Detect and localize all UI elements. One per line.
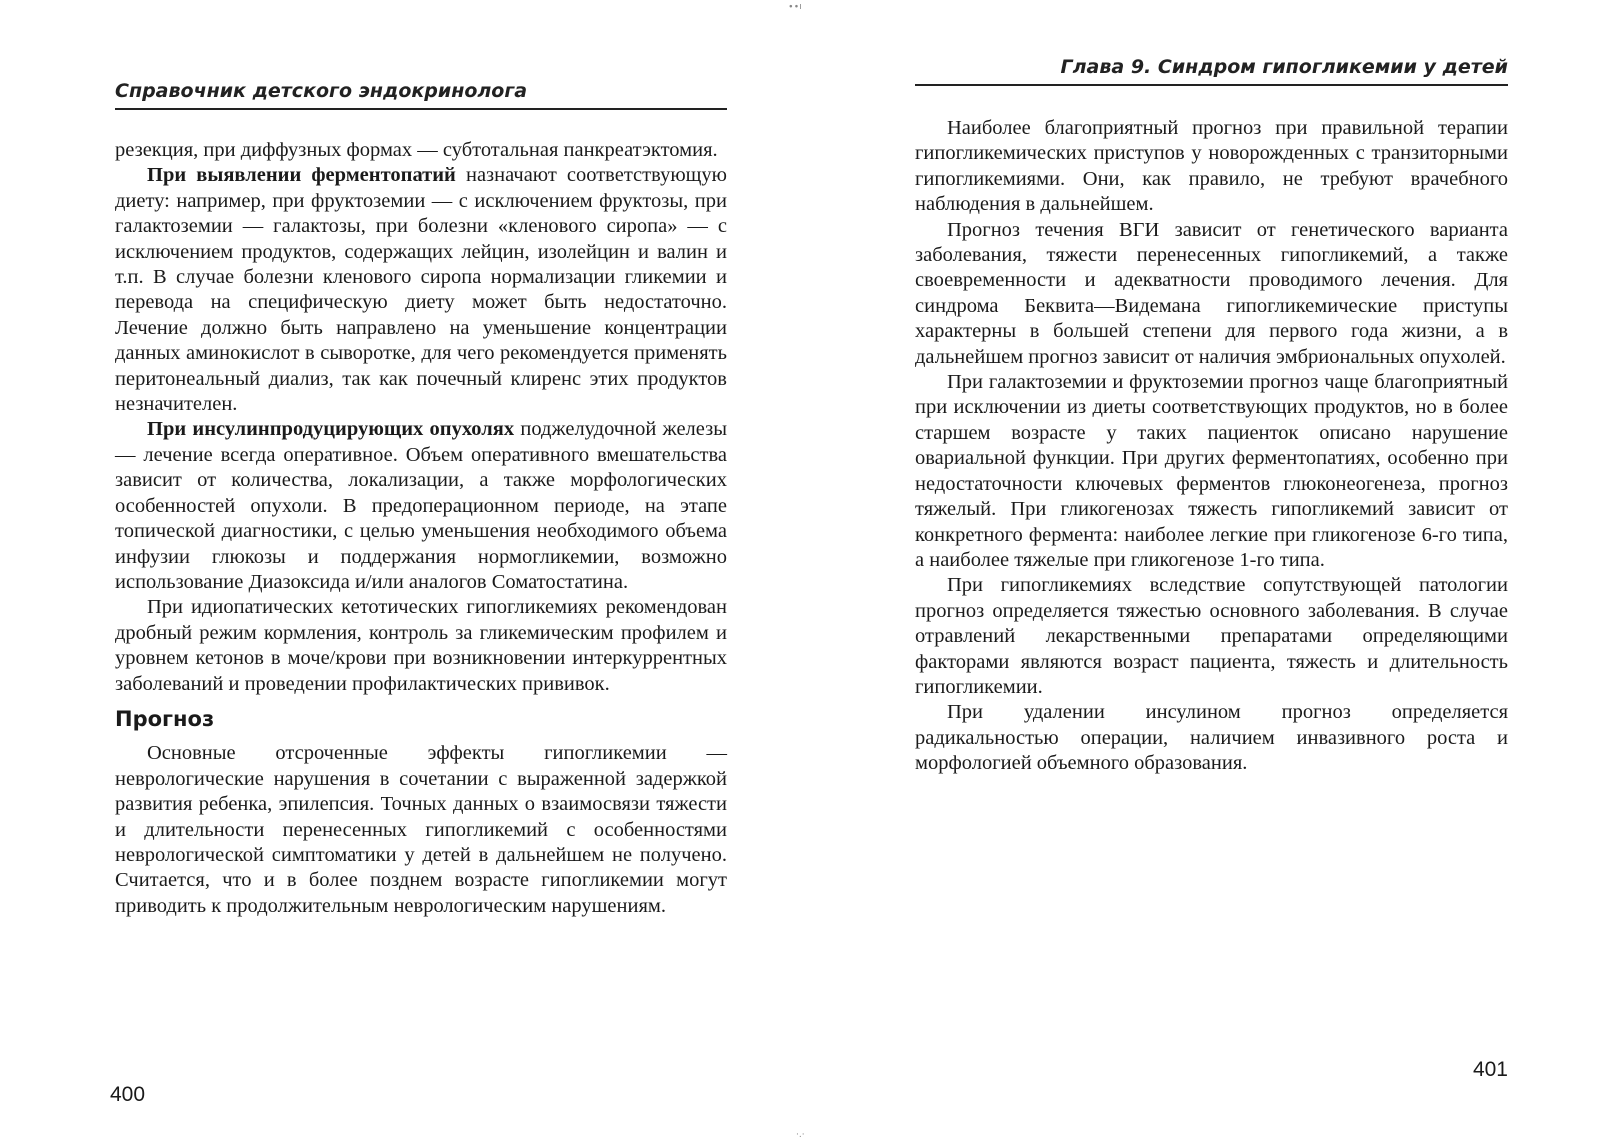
left-header-rule [115, 108, 727, 110]
left-running-head: Справочник детского эндокринолога [115, 80, 528, 102]
right-paragraph-5: При удалении инсулином прогноз определяется радикальностью операции, наличием инвазивного роста и морфологией объемного образования. [915, 701, 1508, 775]
left-paragraph-2-lead: При выявлении ферментопатий [147, 164, 456, 187]
right-paragraph-2: Прогноз течения ВГИ зависит от генетического варианта заболевания, тяжести перенесенных гипогликемий, а также своевременности и адекватности проводимого лечения. Для синдрома Беквита—Видемана гипогликемические приступы характерны в большей степени для первого года жизни, а в дальнейшем прогноз зависит от наличия эмбриональных опухолей. [915, 218, 1508, 368]
right-paragraph-3: При галактоземии и фруктоземии прогноз чаще благоприятный при исключении из диеты соответствующих продуктов, но в более старшем возрасте у таких пациенток описано нарушение овариальной функции. При других ферментопатиях, особенно при недостаточности ключевых ферментов глюконеогенеза, прогноз тяжелый. При гликогенозах тяжесть гипогликемий зависит от конкретного фермента: наиболее легкие при гликогенозе 6-го типа, а наиболее тяжелые при гликогенозе 1-го типа. [915, 371, 1508, 571]
left-paragraph-5: Основные отсроченные эффекты гипогликемии — неврологические нарушения в сочетании с выраженной задержкой развития ребенка, эпилепсия. Точных данных о взаимосвязи тяжести и длительности перенесенных гипогликемий с особенностями неврологической симптоматики у детей в дальнейшем не получено. Считается, что и в более позднем возрасте гипогликемии могут приводить к продолжительным неврологическим нарушениям. [115, 742, 727, 917]
section-heading-prognosis: Прогноз [115, 706, 215, 731]
left-page-number: 400 [110, 1083, 146, 1106]
scan-artifact-bottom: ·.· [796, 1130, 805, 1140]
left-paragraph-3-lead: При инсулинпродуцирующих опухолях [147, 418, 515, 441]
scan-artifact-top: ∙∙ı [788, 2, 802, 12]
right-header-rule [915, 84, 1508, 86]
left-paragraph-4: При идиопатических кетотических гипогликемиях рекомендован дробный режим кормления, контроль за гликемическим профилем и уровнем кетонов в моче/крови при возникновении интеркуррентных заболеваний и проведении профилактических прививок. [115, 596, 727, 695]
left-paragraph-1: резекция, при диффузных формах — субтотальная панкреатэктомия. [115, 139, 718, 161]
left-page [110, 0, 727, 1142]
right-body-text [915, 116, 1508, 777]
left-body-text [115, 138, 727, 919]
left-paragraph-2-text: назначают соответствующую диету: например, при фруктоземии — с исключением фруктозы, при галактоземии — галактозы, при болезни «кленового сиропа» — с исключением продуктов, содержащих лейцин, изолейцин и валин и т.п. В случае болезни кленового сиропа нормализации гликемии и перевода на специфическую диету может быть недостаточно. Лечение должно быть направлено на уменьшение концентрации данных аминокислот в сыворотке, для чего рекомендуется применять перитонеальный диализ, так как почечный клиренс этих продуктов незначителен. [115, 164, 727, 416]
left-paragraph-3-text: поджелудочной железы — лечение всегда оперативное. Объем оперативного вмешательства зависит от количества, локализации, а также морфологических особенностей опухоли. В предоперационном периоде, на этапе топической диагностики, с целью уменьшения необходимого объема инфузии глюкозы и поддержания нормогликемии, возможно использование Диазоксида и/или аналогов Соматостатина. [115, 418, 727, 593]
right-page [915, 0, 1508, 1142]
right-page-number: 401 [1472, 1058, 1508, 1081]
left-paragraph-2 [115, 163, 727, 417]
right-paragraph-4: При гипогликемиях вследствие сопутствующей патологии прогноз определяется тяжестью основного заболевания. В случае отравлений лекарственными препаратами определяющими факторами являются возраст пациента, тяжесть и длительность гипогликемии. [915, 574, 1508, 698]
left-paragraph-3 [115, 417, 727, 595]
right-paragraph-1: Наиболее благоприятный прогноз при правильной терапии гипогликемических приступов у новорожденных с транзиторными гипогликемиями. Они, как правило, не требуют врачебного наблюдения в дальнейшем. [915, 117, 1508, 216]
right-running-head: Глава 9. Синдром гипогликемии у детей [1060, 56, 1508, 78]
